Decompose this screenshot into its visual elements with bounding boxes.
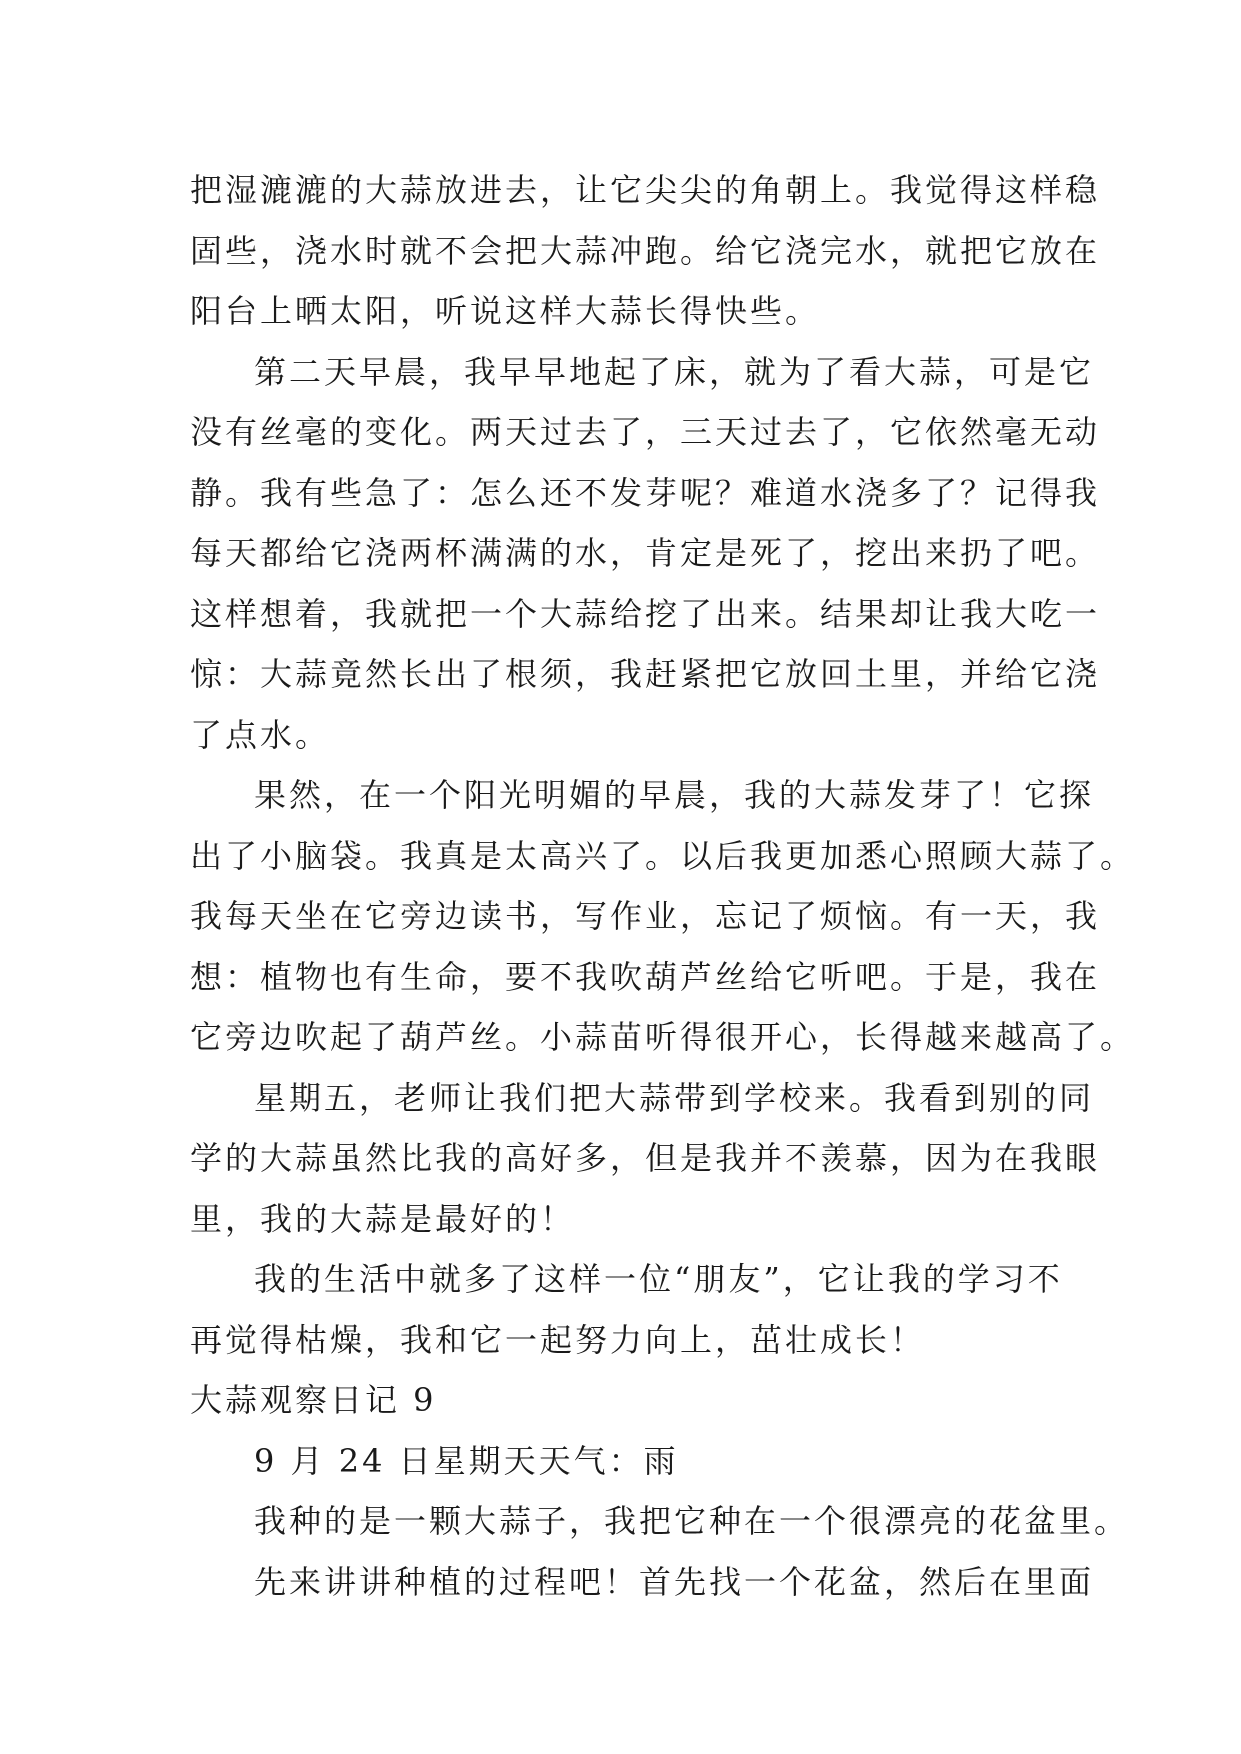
text-line: 果然，在一个阳光明媚的早晨，我的大蒜发芽了！它探	[254, 776, 1095, 814]
document-body	[190, 160, 1136, 1612]
text-line: 没有丝毫的变化。两天过去了，三天过去了，它依然毫无动	[190, 413, 1101, 451]
text-line: 星期五，老师让我们把大蒜带到学校来。我看到别的同	[254, 1078, 1095, 1117]
text-line: 我种的是一颗大蒜子，我把它种在一个很漂亮的花盆里。	[254, 1502, 1130, 1540]
text-line: 了点水。	[190, 715, 331, 754]
text-line: 惊：大蒜竟然长出了根须，我赶紧把它放回土里，并给它浇	[190, 655, 1101, 693]
section-heading: 大蒜观察日记 9	[190, 1381, 437, 1419]
text-line: 第二天早晨，我早早地起了床，就为了看大蒜，可是它	[254, 352, 1095, 391]
text-line: 它旁边吹起了葫芦丝。小蒜苗听得很开心，长得越来越高了。	[190, 1018, 1136, 1056]
text-line: 想：植物也有生命，要不我吹葫芦丝给它听吧。于是，我在	[190, 957, 1101, 996]
text-line: 再觉得枯燥，我和它一起努力向上，茁壮成长！	[190, 1320, 926, 1359]
text-line: 这样想着，我就把一个大蒜给挖了出来。结果却让我大吃一	[190, 594, 1101, 633]
text-line: 静。我有些急了：怎么还不发芽呢？难道水浇多了？记得我	[190, 473, 1101, 512]
text-line: 先来讲讲种植的过程吧！首先找一个花盆，然后在里面	[254, 1562, 1095, 1601]
text-line: 每天都给它浇两杯满满的水，肯定是死了，挖出来扔了吧。	[190, 534, 1101, 572]
text-line: 我的生活中就多了这样一位“朋友”，它让我的学习不	[254, 1260, 1063, 1298]
text-line: 学的大蒜虽然比我的高好多，但是我并不羡慕，因为在我眼	[190, 1139, 1101, 1177]
text-line: 出了小脑袋。我真是太高兴了。以后我更加悉心照顾大蒜了。	[190, 836, 1136, 875]
text-line: 我每天坐在它旁边读书，写作业，忘记了烦恼。有一天，我	[190, 897, 1101, 935]
text-line: 固些，浇水时就不会把大蒜冲跑。给它浇完水，就把它放在	[190, 231, 1101, 270]
text-line: 把湿漉漉的大蒜放进去，让它尖尖的角朝上。我觉得这样稳	[190, 171, 1101, 209]
date-weather-line: 9 月 24 日星期天天气：雨	[254, 1441, 679, 1480]
text-line: 里，我的大蒜是最好的！	[190, 1199, 576, 1238]
text-line: 阳台上晒太阳，听说这样大蒜长得快些。	[190, 292, 821, 330]
